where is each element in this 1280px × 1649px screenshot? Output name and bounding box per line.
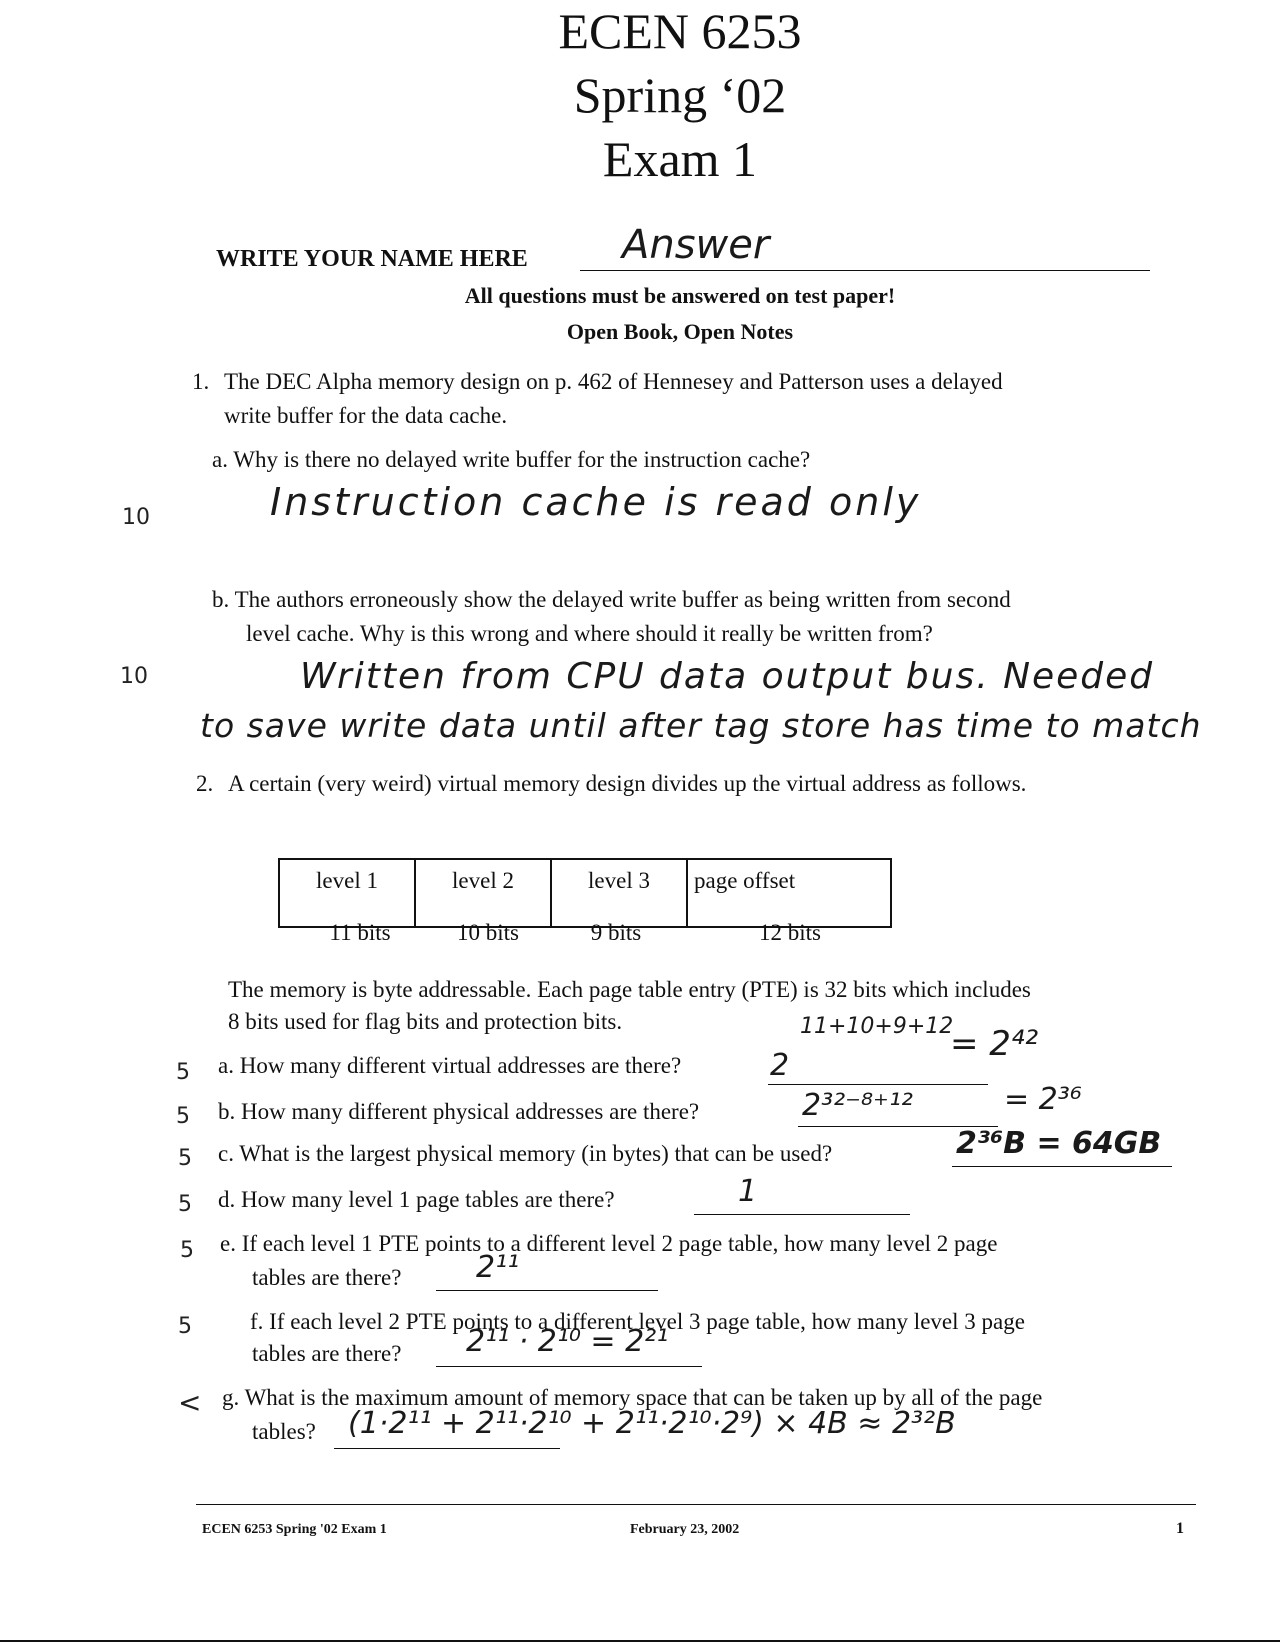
q2d-score: 5 [178,1192,192,1217]
q2c-answer-line [952,1126,1172,1167]
field-level-1: level 1 [279,859,415,927]
memory-text-line1: The memory is byte addressable. Each page table entry (PTE) is 32 bits which includes [228,977,1031,1002]
q2d-answer: 1 [738,1174,758,1209]
q1a-question: a. Why is there no delayed write buffer for the instruction cache? [212,447,811,472]
q2c-answer: 2³⁶B = 64GB [956,1126,1162,1161]
term-title: Spring ‘02 [573,67,787,123]
instruction-answer-on-paper: All questions must be answered on test paper! [464,283,896,308]
memory-text-line2: 8 bits used for flag bits and protection bits. [228,1009,623,1034]
q1b-answer-line2: to save write data until after tag store has time to match [200,706,1202,745]
q2f-score: 5 [178,1314,192,1339]
q2b-question: b. How many different physical addresses are there? [218,1099,700,1124]
q2g-score: < [178,1386,202,1419]
q2d-question: d. How many level 1 page tables are there? [218,1187,615,1212]
q1a-score: 10 [122,505,150,530]
page-bottom-edge [0,1640,1280,1642]
q2e-answer-line [436,1250,658,1291]
q2f-answer: 2¹¹ · 2¹⁰ = 2²¹ [466,1324,669,1359]
course-title: ECEN 6253 [558,3,802,59]
q2d-answer-line [694,1174,910,1215]
footer-date: February 23, 2002 [630,1522,740,1537]
bits-page-offset: 12 bits [759,920,821,945]
bits-level-1: 11 bits [329,920,391,945]
bits-level-2: 10 bits [457,920,519,945]
q2c-question: c. What is the largest physical memory (in bytes) that can be used? [218,1141,833,1166]
q2e-score: 5 [180,1238,194,1263]
exam-title: Exam 1 [602,131,758,187]
q2g-question-line2: tables? [252,1419,316,1444]
q2-text: A certain (very weird) virtual memory design divides up the virtual address as follows. [228,771,1027,796]
q2a-answer-extra: = 2⁴² [950,1024,1039,1064]
q2g-answer: (1·2¹¹ + 2¹¹·2¹⁰ + 2¹¹·2¹⁰·2⁹) × 4B ≈ 2³²B [348,1406,956,1441]
q2a-answer: 2 [770,1048,790,1083]
name-label: WRITE YOUR NAME HERE [216,246,528,272]
q2e-question-line2: tables are there? [252,1265,402,1290]
q1a-answer: Instruction cache is read only [270,480,922,524]
name-line [580,222,1150,271]
instruction-open-book: Open Book, Open Notes [566,319,794,344]
q2b-answer: 2³²⁻⁸⁺¹² [802,1088,913,1123]
q2f-answer-line [436,1324,702,1367]
q1b-question-line2: level cache. Why is this wrong and where should it really be written from? [246,621,933,646]
q2e-answer: 2¹¹ [476,1250,520,1285]
field-page-offset: page offset [687,859,891,927]
note-bit-sum: 11+10+9+12 [800,1014,954,1039]
q2b-score: 5 [176,1104,190,1129]
q2c-score: 5 [178,1146,192,1171]
bits-level-3: 9 bits [590,920,642,945]
q1b-question-line1: b. The authors erroneously show the delayed write buffer as being written from second [212,587,1011,612]
q1-text-line2: write buffer for the data cache. [224,403,508,428]
q1b-score: 10 [120,664,148,689]
field-level-3: level 3 [551,859,687,927]
q2b-answer-line [798,1088,998,1127]
q2f-question-line2: tables are there? [252,1341,402,1366]
q2a-score: 5 [176,1060,190,1085]
q1-number: 1. [192,369,210,394]
footer-page-number: 1 [1176,1520,1184,1537]
q2e-question-line1: e. If each level 1 PTE points to a different level 2 page table, how many level 2 page [220,1231,998,1256]
footer-rule [196,1504,1196,1505]
q1b-answer-line1: Written from CPU data output bus. Needed [300,656,1155,697]
q2b-answer-extra: = 2³⁶ [1004,1082,1082,1117]
q2-number: 2. [196,771,214,796]
q2g-question-line1: g. What is the maximum amount of memory space that can be taken up by all of the page [222,1385,1043,1410]
field-level-2: level 2 [415,859,551,927]
name-answer: Answer [622,222,770,268]
footer-course: ECEN 6253 Spring '02 Exam 1 [202,1522,387,1537]
q2f-question-line1: f. If each level 2 PTE points to a different level 3 page table, how many level 3 page [250,1309,1025,1334]
q2a-question: a. How many different virtual addresses are there? [218,1053,682,1078]
virtual-address-table [278,858,892,928]
q1-text-line1: The DEC Alpha memory design on p. 462 of Hennesey and Patterson uses a delayed [224,369,1003,394]
